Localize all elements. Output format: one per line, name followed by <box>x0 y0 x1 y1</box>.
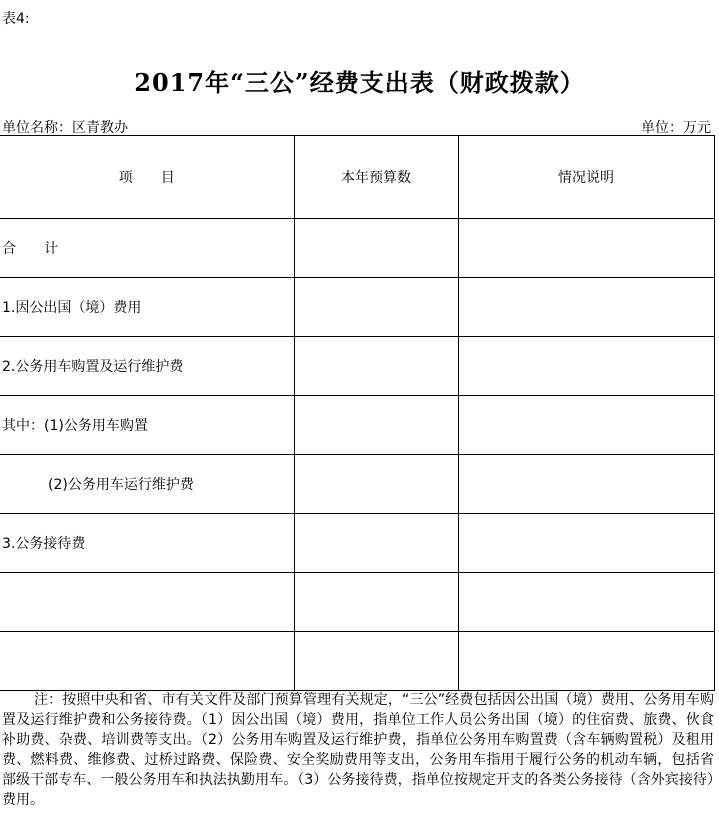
row-item-label: 合 计 <box>0 219 294 278</box>
row-budget-cell <box>294 573 458 632</box>
row-note-cell <box>458 219 714 278</box>
table-row-reception <box>0 514 714 573</box>
row-note-cell <box>458 632 714 691</box>
footnote: 注：按照中央和省、市有关文件及部门预算管理有关规定，“三公”经费包括因公出国（境）费用、公务用车购置及运行维护费和公务接待费。（1）因公出国（境）费用，指单位工作人员公务出国（境）的住宿费、旅费、伙食补助费、杂费、培训费等支出。（2）公务用车购置及运行维护费，指单位公务用车购置费（含车辆购置税）及租用费、燃料费、维修费、过桥过路费、保险费、安全奖励费用等支出，公务用车指用于履行公务的机动车辆，包括省部级干部专车、一般公务用车和执法执勤用车。（3）公务接待费，指单位按规定开支的各类公务接待（含外宾接待）费用。 <box>2 692 714 808</box>
table-row-overseas <box>0 278 714 337</box>
row-item-label: 1.因公出国（境）费用 <box>0 278 294 337</box>
page-title: 2017年“三公”经费支出表（财政拨款） <box>134 68 585 97</box>
table-row-vehicle-maintenance <box>0 455 714 514</box>
row-item-label: 3.公务接待费 <box>0 514 294 573</box>
unit-name-label: 单位名称：区青教办 <box>2 120 128 136</box>
column-header-item: 项 目 <box>0 136 294 219</box>
row-budget-cell <box>294 337 458 396</box>
table-number-label: 表4: <box>2 11 30 27</box>
table-row-total <box>0 219 714 278</box>
column-header-note: 情况说明 <box>458 136 714 219</box>
table-row-blank <box>0 632 714 691</box>
row-budget-cell <box>294 455 458 514</box>
row-note-cell <box>458 337 714 396</box>
table-row-vehicle-purchase <box>0 396 714 455</box>
row-budget-cell <box>294 396 458 455</box>
row-budget-cell <box>294 219 458 278</box>
row-budget-cell <box>294 632 458 691</box>
row-note-cell <box>458 514 714 573</box>
row-note-cell <box>458 573 714 632</box>
row-item-label <box>0 632 294 691</box>
table-row-blank <box>0 573 714 632</box>
row-note-cell <box>458 455 714 514</box>
row-budget-cell <box>294 514 458 573</box>
row-budget-cell <box>294 278 458 337</box>
budget-table <box>0 135 715 691</box>
row-item-label <box>0 573 294 632</box>
row-note-cell <box>458 396 714 455</box>
table-header-row <box>0 136 714 219</box>
column-header-budget: 本年预算数 <box>294 136 458 219</box>
row-note-cell <box>458 278 714 337</box>
row-item-label: 2.公务用车购置及运行维护费 <box>0 337 294 396</box>
row-item-label: 其中：(1)公务用车购置 <box>0 396 294 455</box>
row-item-label: (2)公务用车运行维护费 <box>0 455 294 514</box>
table-row-vehicles <box>0 337 714 396</box>
currency-unit-label: 单位：万元 <box>641 120 711 136</box>
